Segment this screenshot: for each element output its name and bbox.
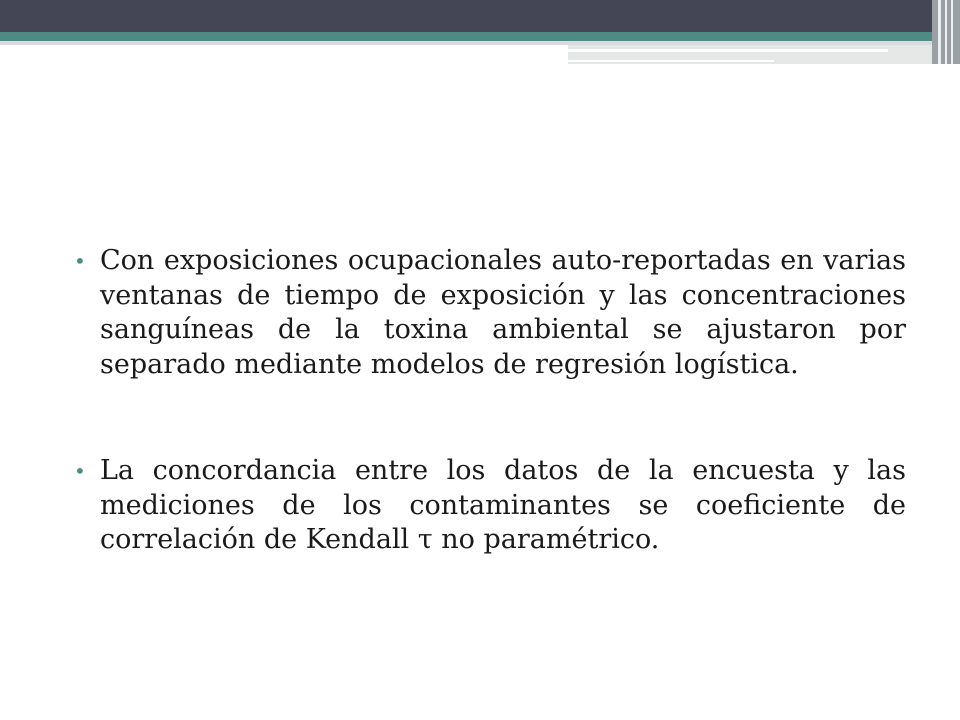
decorative-line: [568, 60, 774, 62]
decorative-line: [938, 0, 941, 64]
corner-decoration: [932, 0, 960, 64]
bullet-text: Con exposiciones ocupacionales auto-reportadas en varias ventanas de tiempo de exposición y las concentraciones sanguíneas de la toxina ambiental se ajustaron por separado mediante modelos de regresión logística.: [100, 245, 906, 380]
bullet-item: [74, 244, 906, 382]
decorative-line: [945, 0, 947, 64]
header-bar: [0, 0, 960, 32]
bullet-item: [74, 454, 906, 558]
decorative-line: [951, 0, 953, 64]
bullet-dot-icon: •: [74, 249, 86, 273]
bullet-text: La concordancia entre los datos de la encuesta y las mediciones de los contaminantes se coeficiente de correlación de Kendall τ no paramétrico.: [100, 455, 906, 555]
decorative-line: [568, 49, 888, 52]
accent-band: [0, 32, 932, 41]
bullet-dot-icon: •: [74, 459, 86, 483]
slide-body: [74, 244, 906, 558]
